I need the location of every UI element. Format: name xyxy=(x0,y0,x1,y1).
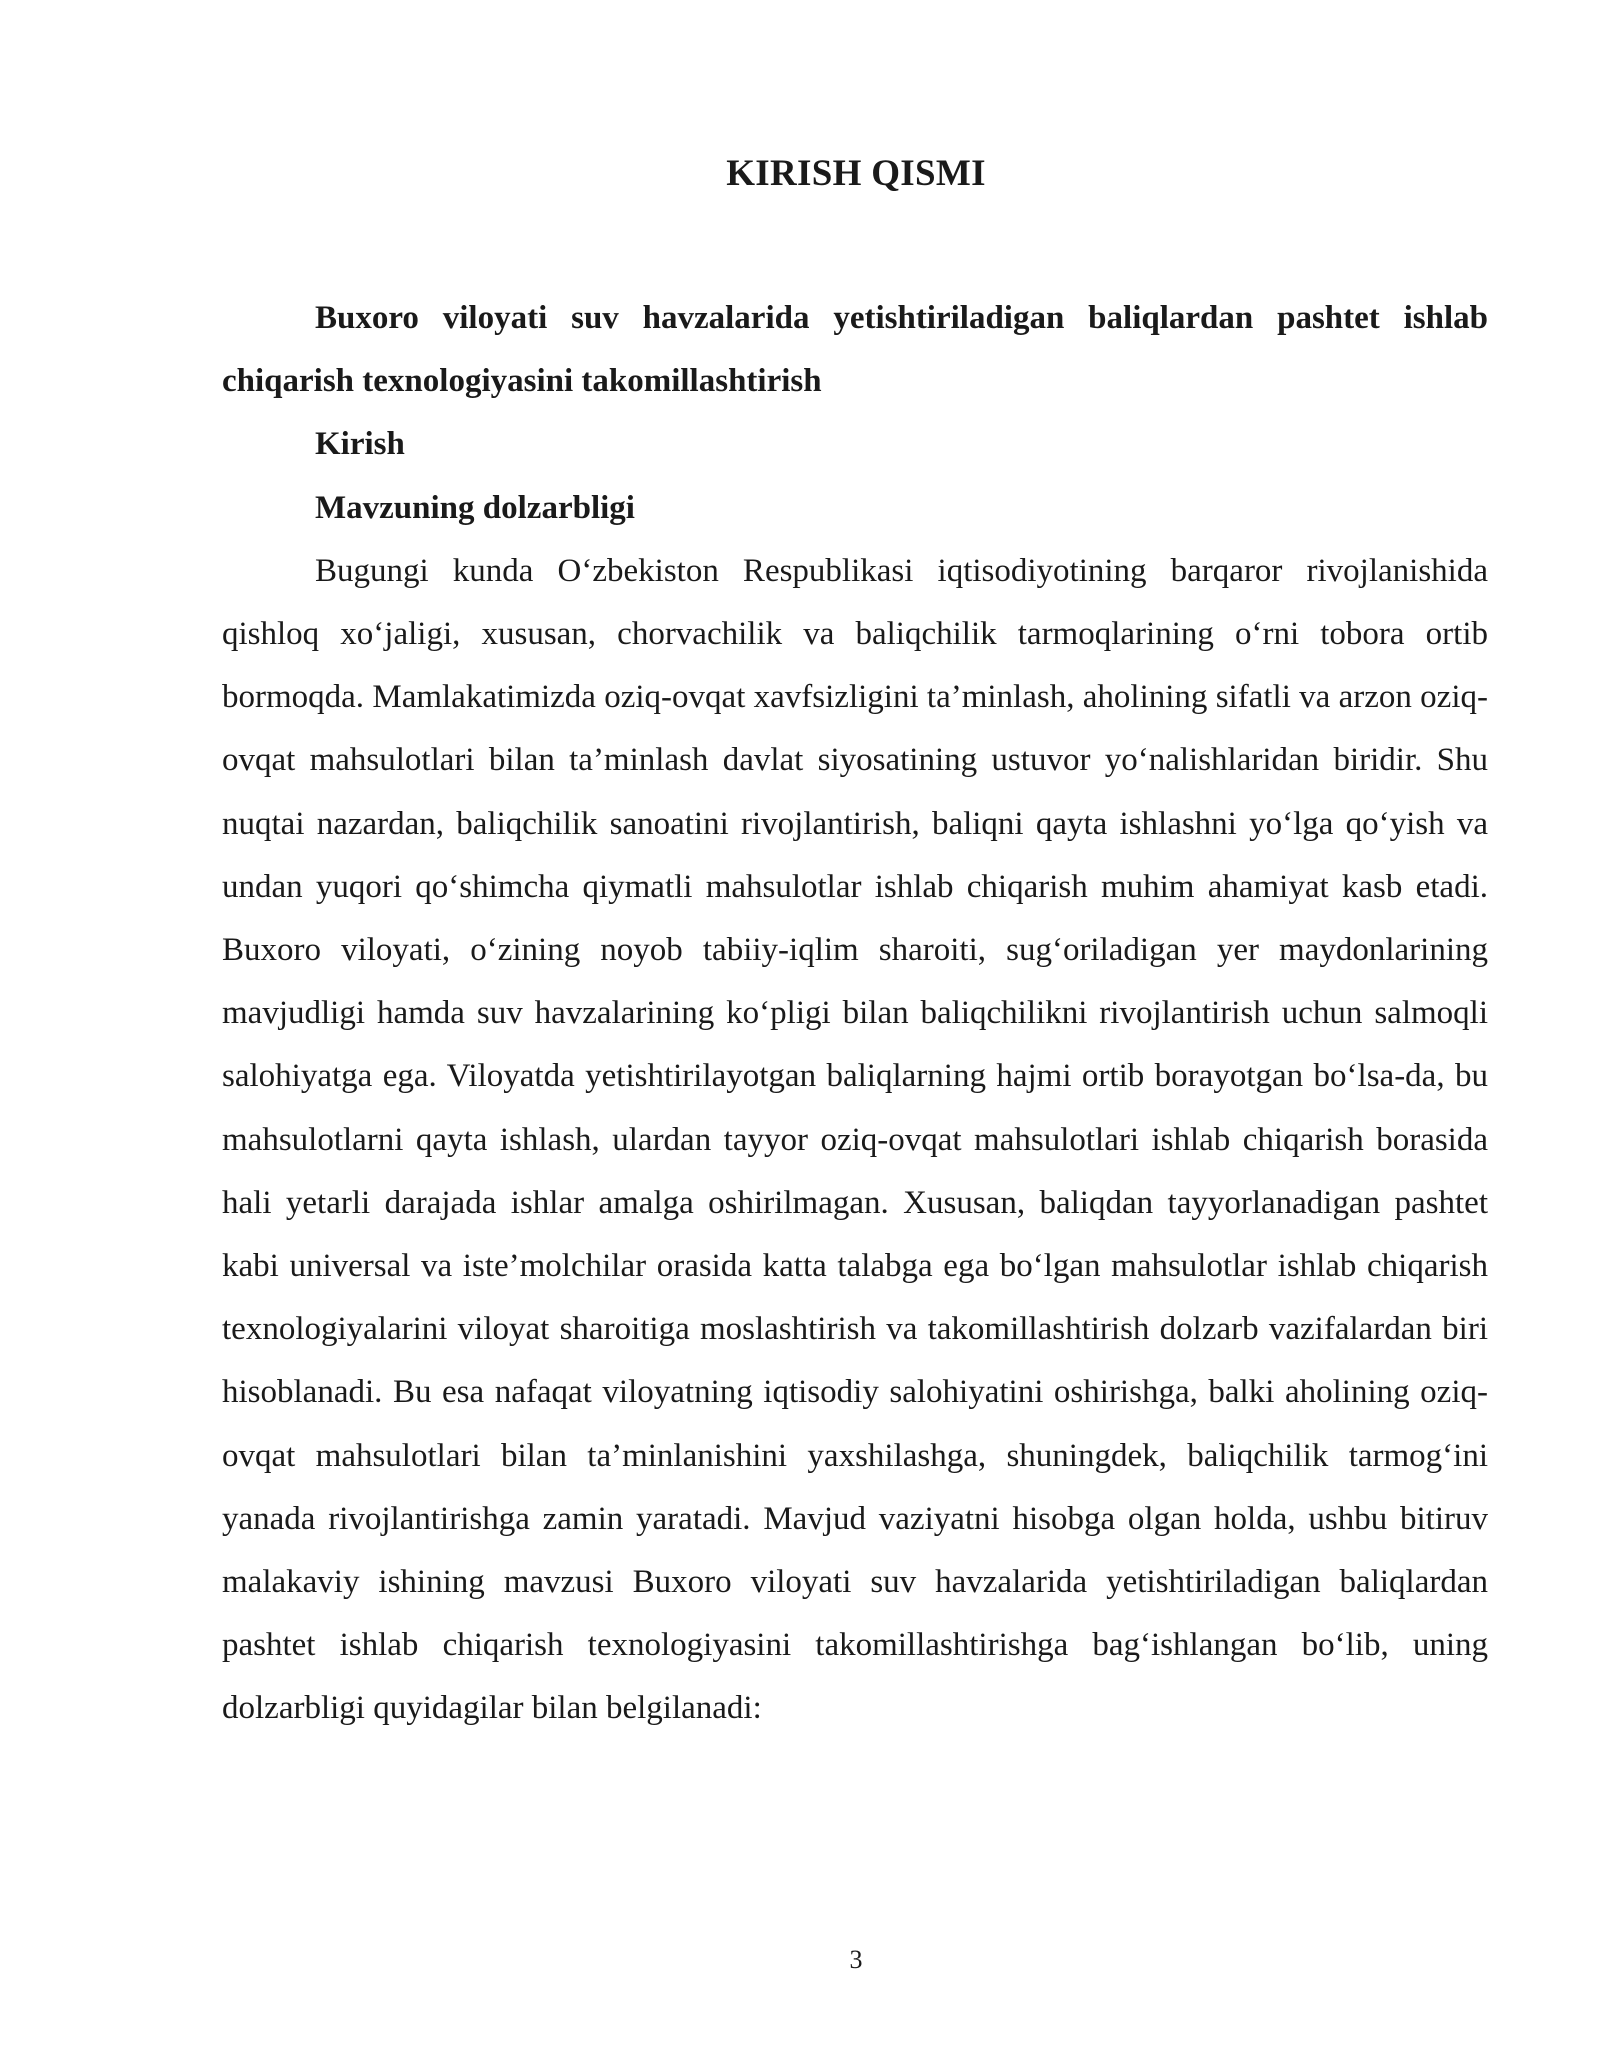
page-number: 3 xyxy=(849,1945,863,1974)
thesis-topic-heading: Buxoro viloyati suv havzalarida yetishtiriladigan baliqlardan pashtet ishlab chiqarish texnologiyasini takomillashtirish xyxy=(222,300,1488,400)
body-paragraph: Bugungi kunda O‘zbekiston Respublikasi iqtisodiyotining barqaror rivojlanishida qishloq xo‘jaligi, xususan, chorvachilik va baliqchilik tarmoqlarining o‘rni tobora ortib bormoqda. Mamlakatimizda oziq-ovqat xavfsizligini ta’minlash, aholining sifatli va arzon oziq-ovqat mahsulotlari bilan ta’minlash davlat siyosatining ustuvor yo‘nalishlaridan biridir. Shu nuqtai nazardan, baliqchilik sanoatini rivojlantirish, baliqni qayta ishlashni yo‘lga qo‘yish va undan yuqori qo‘shimcha qiymatli mahsulotlar ishlab chiqarish muhim ahamiyat kasb etadi. Buxoro viloyati, o‘zining noyob tabiiy-iqlim sharoiti, sug‘oriladigan yer maydonlarining mavjudligi hamda suv havzalarining ko‘pligi bilan baliqchilikni rivojlantirish uchun salmoqli salohiyatga ega. Viloyatda yetishtirilayotgan baliqlarning hajmi ortib borayotgan bo‘lsa-da, bu mahsulotlarni qayta ishlash, ulardan tayyor oziq-ovqat mahsulotlari ishlab chiqarish borasida hali yetarli darajada ishlar amalga oshirilmagan. Xususan, baliqdan tayyorlanadigan pashtet kabi universal va iste’molchilar orasida katta talabga ega bo‘lgan mahsulotlar ishlab chiqarish texnologiyalarini viloyat sharoitiga moslashtirish va takomillashtirish dolzarb vazifalardan biri hisoblanadi. Bu esa nafaqat viloyatning iqtisodiy salohiyatini oshirishga, balki aholining oziq-ovqat mahsulotlari bilan ta’minlanishini yaxshilashga, shuningdek, baliqchilik tarmog‘ini yanada rivojlantirishga zamin yaratadi. Mavjud vaziyatni hisobga olgan holda, ushbu bitiruv malakaviy ishining mavzusi Buxoro viloyati suv havzalarida yetishtiriladigan baliqlardan pashtet ishlab chiqarish texnologiyasini takomillashtirishga bag‘ishlangan bo‘lib, uning dolzarbligi quyidagilar bilan belgilanadi: xyxy=(222,552,1488,1727)
introduction-heading: Kirish xyxy=(315,426,405,463)
page-title: KIRISH QISMI xyxy=(726,153,986,194)
relevance-heading: Mavzuning dolzarbligi xyxy=(315,489,635,526)
document-body xyxy=(222,287,1488,1741)
